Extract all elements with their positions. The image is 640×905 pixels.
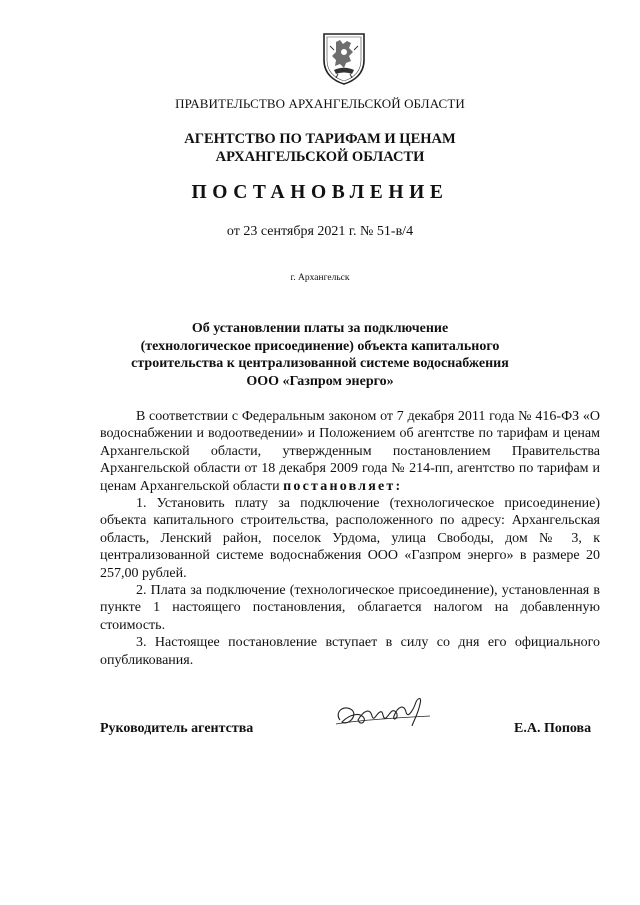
subject-line4: ООО «Газпром энерго» [246,373,394,389]
agency-name-line1: АГЕНТСТВО ПО ТАРИФАМ И ЦЕНАМ [184,131,456,147]
item-2-paragraph: 2. Плата за подключение (технологическое присоединение), установленная в пункте 1 настоящего постановления, облагается налогом на добавленную стоимость. [100,583,600,633]
city-name: г. Архангельск [290,273,350,283]
subject-line1: Об установлении платы за подключение [191,321,449,336]
decree-subject [0,320,640,390]
decree-body [100,408,600,669]
resolves-word: постановляет: [283,478,403,494]
agency-name-line2: АРХАНГЕЛЬСКОЙ ОБЛАСТИ [215,149,425,165]
handwritten-signature [330,690,450,738]
signatory-name: Е.А. Попова [514,721,592,736]
item-3-paragraph: 3. Настоящее постановление вступает в силу со дня его официального опубликования. [100,635,600,668]
agency-name [0,130,640,166]
signatory-position: Руководитель агентства [100,721,254,736]
preamble-text: В соответствии с Федеральным законом от 7 декабря 2011 года № 416-ФЗ «О водоснабжении и водоотведении» и Положением об агентстве по тарифам и ценам Архангельской области, утвержденным постановлением Правительства Архангельской области от 18 декабря 2009 года № 214-пп, агентство по тарифам и ценам Архангельской области [100,409,600,494]
subject-line3: строительства к централизованной системе водоснабжения [131,356,509,371]
government-name: ПРАВИТЕЛЬСТВО АРХАНГЕЛЬСКОЙ ОБЛАСТИ [175,96,465,111]
decree-date-number: от 23 сентября 2021 г. № 51-в/4 [226,224,414,239]
coat-of-arms-emblem [316,30,372,86]
item-1-paragraph: 1. Установить плату за подключение (технологическое присоединение) объекта капитального строительства, расположенного по адресу: Архангельская область, Ленский район, поселок Урдома, улица Свободы, дом № 3, к централизованной системе водоснабжения ООО «Газпром энерго» в размере 20 257,00 рублей. [100,496,600,581]
subject-line2: (технологическое присоединение) объекта капитального [140,338,500,354]
decree-title: ПОСТАНОВЛЕНИЕ [191,182,449,203]
preamble-paragraph [100,408,600,495]
